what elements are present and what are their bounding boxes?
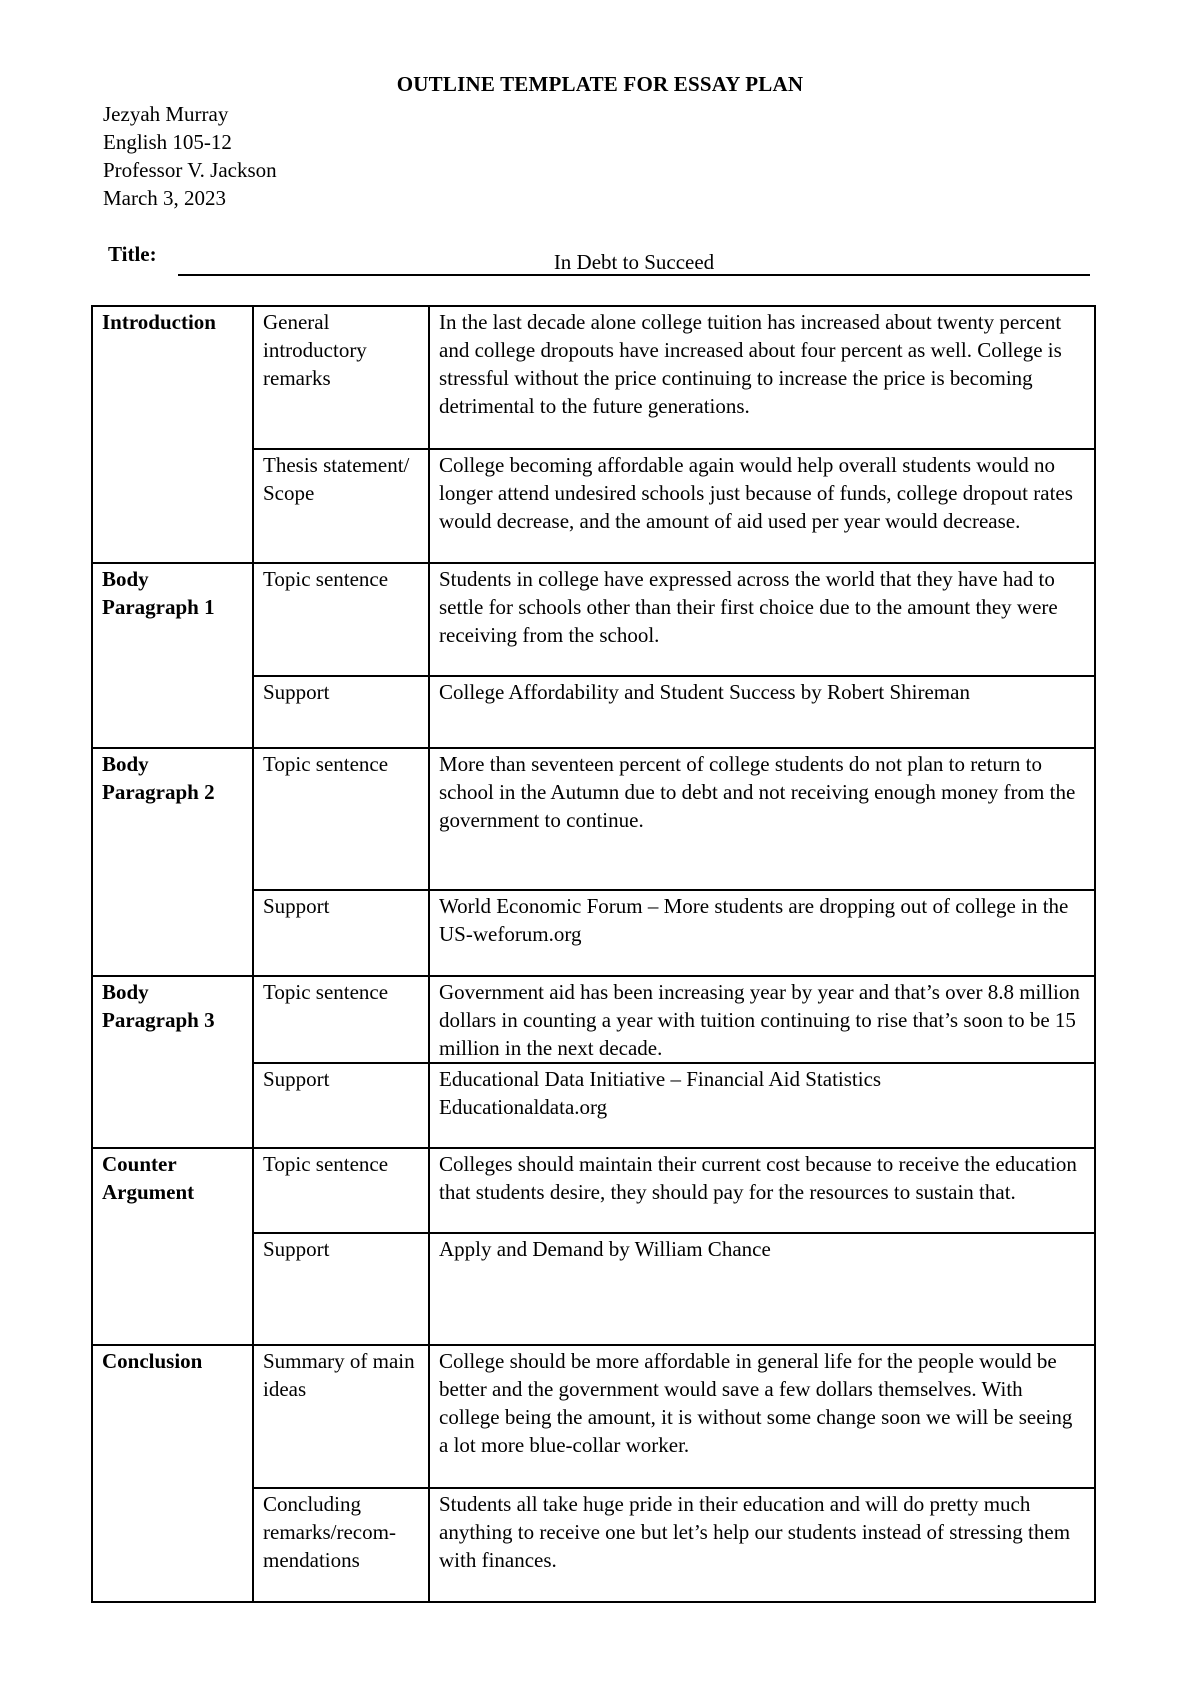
course-name: English 105-12 (103, 130, 232, 154)
section-label-body-1: Body Paragraph 1 (92, 563, 253, 748)
section-label-introduction: Introduction (92, 306, 253, 563)
table-row (92, 306, 1095, 449)
row-text-concluding-remarks: Students all take huge pride in their education and will do pretty much anything to receive one but let’s help our students instead of stressing them with finances. (429, 1488, 1095, 1602)
row-text-general-remarks: In the last decade alone college tuition has increased about twenty percent and college dropouts have increased about four percent as well. College is stressful without the price continuing to increase the price is becoming detrimental to the future generations. (429, 306, 1095, 449)
row-text-support: Apply and Demand by William Chance (429, 1233, 1095, 1345)
row-label-general-remarks: General introductory remarks (253, 306, 429, 449)
row-label-summary: Summary of main ideas (253, 1345, 429, 1488)
table-row (92, 976, 1095, 1063)
section-label-body-3: Body Paragraph 3 (92, 976, 253, 1148)
row-text-summary: College should be more affordable in general life for the people would be better and the government would save a few dollars themselves. With college being the amount, it is without some change soon we will be seeing a lot more blue-collar worker. (429, 1345, 1095, 1488)
support-source-url: Educationaldata.org (439, 1095, 608, 1119)
outline-table (91, 305, 1096, 1603)
section-label-body-2: Body Paragraph 2 (92, 748, 253, 976)
section-label-counter-argument: Counter Argument (92, 1148, 253, 1345)
row-label-thesis: Thesis statement/ Scope (253, 449, 429, 563)
row-text-support (429, 1063, 1095, 1148)
document-date: March 3, 2023 (103, 186, 227, 210)
row-text-support: World Economic Forum – More students are dropping out of college in the US-weforum.org (429, 890, 1095, 976)
title-underline (178, 274, 1090, 276)
row-label-topic: Topic sentence (253, 1148, 429, 1233)
row-text-support: College Affordability and Student Success by Robert Shireman (429, 676, 1095, 748)
row-label-topic: Topic sentence (253, 563, 429, 676)
table-row (92, 563, 1095, 676)
row-label-support: Support (253, 890, 429, 976)
row-text-topic: More than seventeen percent of college students do not plan to return to school in the Autumn due to debt and not receiving enough money from the government to continue. (429, 748, 1095, 890)
table-row (92, 748, 1095, 890)
row-label-concluding-remarks: Concluding remarks/recom-mendations (253, 1488, 429, 1602)
author-name: Jezyah Murray (103, 102, 229, 126)
essay-title: In Debt to Succeed (553, 250, 715, 274)
table-row (92, 1148, 1095, 1233)
row-text-topic: Government aid has been increasing year by year and that’s over 8.8 million dollars in counting a year with tuition continuing to rise that’s soon to be 15 million in the next decade. (429, 976, 1095, 1063)
support-source-line: Educational Data Initiative – Financial Aid Statistics (439, 1067, 882, 1091)
row-label-support: Support (253, 1233, 429, 1345)
row-text-thesis: College becoming affordable again would help overall students would no longer attend undesired schools just because of funds, college dropout rates would decrease, and the amount of aid used per year would decrease. (429, 449, 1095, 563)
professor-name: Professor V. Jackson (103, 158, 277, 182)
row-text-topic: Students in college have expressed across the world that they have had to settle for schools other than their first choice due to the amount they were receiving from the school. (429, 563, 1095, 676)
title-label: Title: (108, 242, 157, 266)
row-label-support: Support (253, 676, 429, 748)
section-label-conclusion: Conclusion (92, 1345, 253, 1602)
table-row (92, 1345, 1095, 1488)
student-info-block (103, 100, 277, 212)
row-label-topic: Topic sentence (253, 976, 429, 1063)
row-label-topic: Topic sentence (253, 748, 429, 890)
row-text-topic: Colleges should maintain their current cost because to receive the education that students desire, they should pay for the resources to sustain that. (429, 1148, 1095, 1233)
document-heading: OUTLINE TEMPLATE FOR ESSAY PLAN (396, 72, 804, 96)
row-label-support: Support (253, 1063, 429, 1148)
